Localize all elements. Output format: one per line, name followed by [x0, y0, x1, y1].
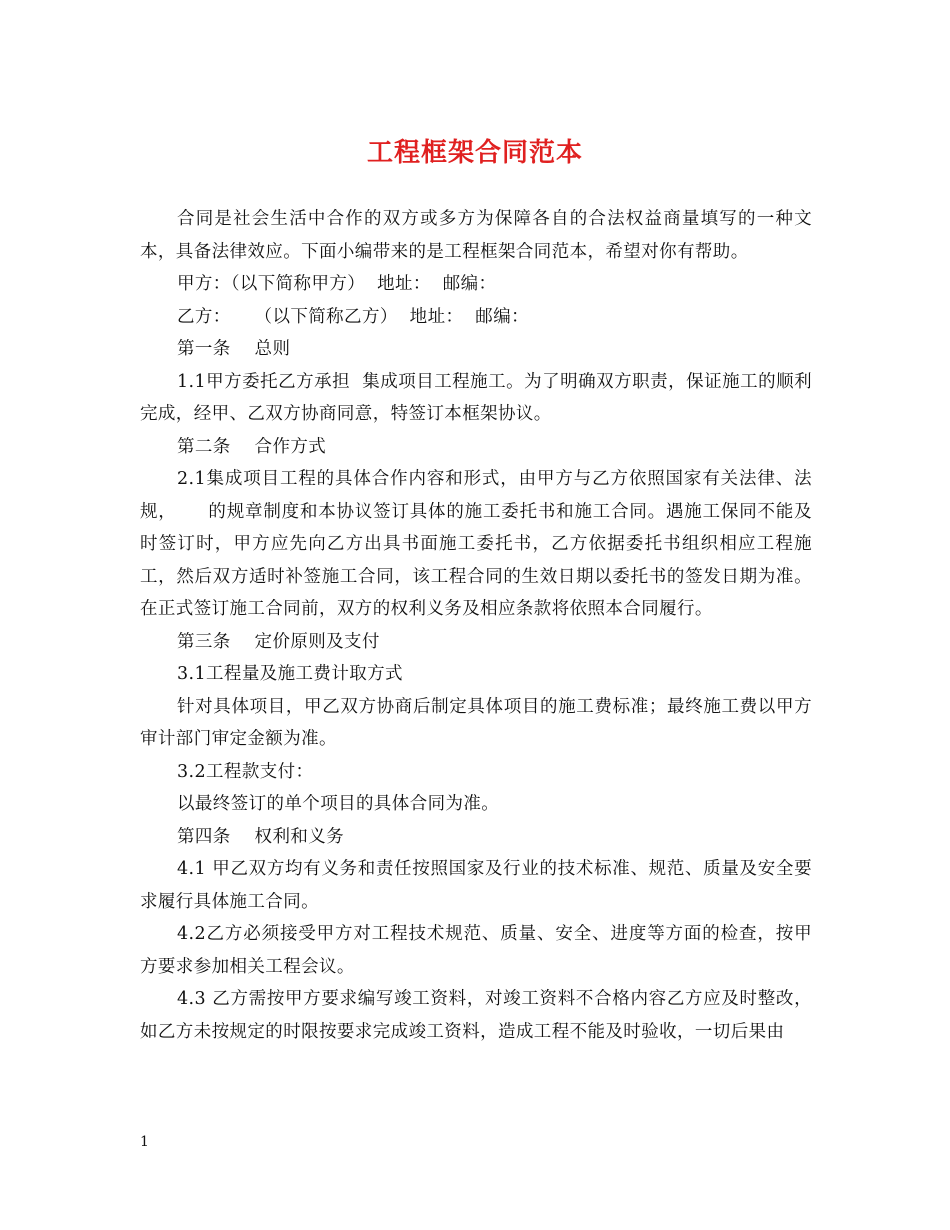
page-number: 1	[140, 1134, 149, 1150]
clause-4-1: 4.1 甲乙双方均有义务和责任按照国家及行业的技术标准、规范、质量及安全要求履行具体施工合同。	[140, 859, 812, 912]
article-1-heading: 第一条 总则	[177, 339, 291, 359]
clause-3-1: 3.1工程量及施工费计取方式	[177, 664, 403, 684]
clause-3-1-text: 针对具体项目，甲乙双方协商后制定具体项目的施工费标准；最终施工费以甲方审计部门审定金额为准。	[140, 696, 812, 749]
clause-3-2: 3.2工程款支付：	[177, 761, 314, 782]
clause-4-2: 4.2乙方必须接受甲方对工程技术规范、质量、安全、进度等方面的检查，按甲方要求参加相关工程会议。	[140, 924, 812, 977]
clause-1-1: 1.1甲方委托乙方承担 集成项目工程施工。为了明确双方职责，保证施工的顺利完成，经甲、乙双方协商同意，特签订本框架协议。	[140, 371, 812, 424]
document-body	[140, 203, 812, 1048]
clause-2-1: 2.1集成项目工程的具体合作内容和形式，由甲方与乙方依照国家有关法律、法规， 的规章制度和本协议签订具体的施工委托书和施工合同。遇施工保同不能及时签订时，甲方应先向乙方出具书面施工委托书，乙方依据委托书组织相应工程施工，然后双方适时补签施工合同，该工程合同的生效日期以委托书的签发日期为准。在正式签订施工合同前，双方的权利义务及相应条款将依照本合同履行。	[140, 469, 812, 619]
paragraph-party-b: 乙方： （以下简称乙方） 地址： 邮编：	[177, 306, 530, 327]
document-title: 工程框架合同范本	[366, 138, 583, 168]
paragraph-intro: 合同是社会生活中合作的双方或多方为保障各自的合法权益商量填写的一种文本，具备法律效应。下面小编带来的是工程框架合同范本，希望对你有帮助。	[140, 209, 812, 262]
clause-3-2-text: 以最终签订的单个项目的具体合同为准。	[177, 794, 500, 814]
article-3-heading: 第三条 定价原则及支付	[177, 631, 380, 652]
paragraph-party-a: 甲方：（以下简称甲方） 地址： 邮编：	[177, 274, 497, 294]
clause-4-3: 4.3 乙方需按甲方要求编写竣工资料，对竣工资料不合格内容乙方应及时整改，如乙方未按规定的时限按要求完成竣工资料，造成工程不能及时验收，一切后果由	[140, 989, 812, 1042]
article-2-heading: 第二条 合作方式	[177, 436, 327, 457]
article-4-heading: 第四条 权利和义务	[177, 826, 345, 847]
